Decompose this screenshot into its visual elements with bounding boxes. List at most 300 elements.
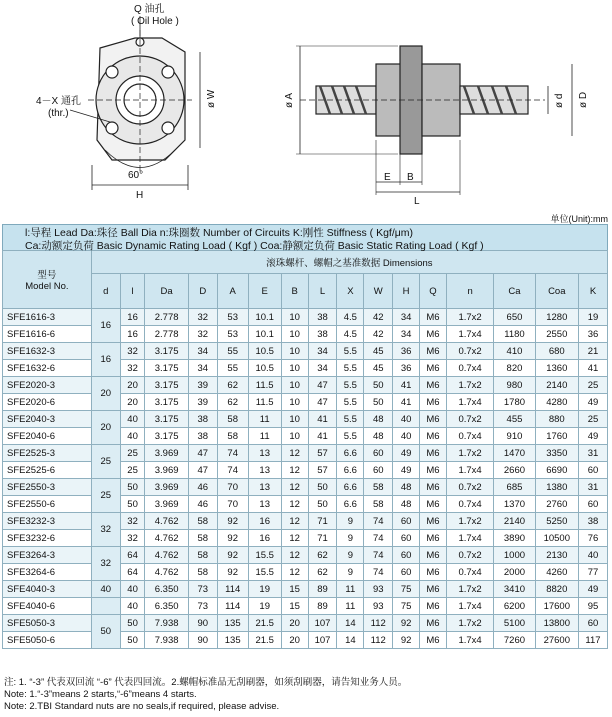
cell-l: 20 — [120, 377, 145, 394]
cell-b: 20 — [281, 632, 308, 649]
cell-q: M6 — [420, 360, 447, 377]
thru-hole-en-label: (thr.) — [48, 108, 69, 119]
oil-hole-label: Q 油孔 — [134, 4, 165, 15]
technical-drawings — [0, 0, 612, 210]
cell-w: 74 — [364, 513, 393, 530]
cell-d: 90 — [188, 632, 217, 649]
cell-l: 89 — [308, 581, 337, 598]
cell-d: 34 — [188, 360, 217, 377]
dim-h-label: H — [136, 190, 144, 201]
cell-l: 32 — [120, 530, 145, 547]
cell-ca: 1000 — [494, 547, 535, 564]
model-cell: SFE5050-6 — [3, 632, 92, 649]
cell-l: 34 — [308, 343, 337, 360]
cell-d: 73 — [188, 598, 217, 615]
cell-ca: 410 — [494, 343, 535, 360]
table-row — [3, 377, 608, 394]
column-header-d: d — [91, 274, 120, 309]
cell-da: 3.969 — [145, 462, 188, 479]
cell-coa: 10500 — [535, 530, 578, 547]
column-header-l: l — [120, 274, 145, 309]
dim-e-label: E — [384, 172, 391, 183]
note-cn: 注: 1. “-3” 代表双回流 “-6” 代表四回流。2.螺帽标准品无刮刷器，如须刮刷器，请告知业务人员。 — [4, 677, 408, 688]
cell-x: 5.5 — [337, 377, 364, 394]
cell-k: 25 — [578, 411, 607, 428]
model-cell: SFE3232-3 — [3, 513, 92, 530]
cell-k: 25 — [578, 377, 607, 394]
cell-e: 10.1 — [248, 326, 281, 343]
legend-line-2: Ca:动额定负荷 Basic Dynamic Rating Load ( Kgf ) Coa:静额定负荷 Basic Static Rating Load ( Kgf ) — [25, 240, 484, 252]
cell-a: 135 — [217, 615, 248, 632]
cell-l: 62 — [308, 547, 337, 564]
cell-coa: 27600 — [535, 632, 578, 649]
cell-h: 75 — [393, 581, 420, 598]
cell-n: 0.7x2 — [446, 411, 493, 428]
cell-k: 60 — [578, 462, 607, 479]
cell-da: 3.175 — [145, 377, 188, 394]
cell-b: 12 — [281, 462, 308, 479]
model-cell: SFE1632-6 — [3, 360, 92, 377]
dim-big-d-label: ø D — [578, 91, 589, 108]
cell-w: 42 — [364, 309, 393, 326]
cell-ca: 7260 — [494, 632, 535, 649]
cell-d: 73 — [188, 581, 217, 598]
cell-da: 3.175 — [145, 360, 188, 377]
cell-ca: 6200 — [494, 598, 535, 615]
cell-n: 0.7x4 — [446, 428, 493, 445]
cell-h: 92 — [393, 615, 420, 632]
cell-l: 41 — [308, 428, 337, 445]
cell-q: M6 — [420, 496, 447, 513]
cell-coa: 2550 — [535, 326, 578, 343]
cell-l: 57 — [308, 462, 337, 479]
cell-k: 49 — [578, 394, 607, 411]
cell-coa: 17600 — [535, 598, 578, 615]
cell-ca: 2140 — [494, 513, 535, 530]
cell-a: 135 — [217, 632, 248, 649]
cell-e: 11 — [248, 411, 281, 428]
notes — [4, 677, 608, 713]
table-row — [3, 445, 608, 462]
model-cell: SFE2550-6 — [3, 496, 92, 513]
legend-line-1: l:导程 Lead Da:珠径 Ball Dia n:珠圈数 Number of Circuits K:刚性 Stiffness ( Kgf/μm) — [25, 227, 414, 239]
cell-a: 92 — [217, 530, 248, 547]
cell-n: 0.7x2 — [446, 547, 493, 564]
cell-d: 47 — [188, 462, 217, 479]
table-row — [3, 309, 608, 326]
cell-w: 42 — [364, 326, 393, 343]
cell-k: 60 — [578, 496, 607, 513]
model-cell: SFE2020-3 — [3, 377, 92, 394]
cell-x: 9 — [337, 513, 364, 530]
column-header-w: W — [364, 274, 393, 309]
cell-q: M6 — [420, 564, 447, 581]
cell-d: 58 — [188, 530, 217, 547]
cell-n: 1.7x4 — [446, 632, 493, 649]
cell-k: 95 — [578, 598, 607, 615]
cell-h: 40 — [393, 428, 420, 445]
cell-l: 89 — [308, 598, 337, 615]
cell-l: 25 — [120, 462, 145, 479]
model-cell: SFE1616-3 — [3, 309, 92, 326]
column-header-coa: Coa — [535, 274, 578, 309]
cell-ca: 5100 — [494, 615, 535, 632]
dimensions-header: 滚珠螺杆、螺帽之基准数据 Dimensions — [91, 251, 607, 274]
cell-l: 25 — [120, 445, 145, 462]
cell-w: 112 — [364, 615, 393, 632]
cell-q: M6 — [420, 411, 447, 428]
cell-b: 10 — [281, 411, 308, 428]
shaft-diameter-cell: 16 — [91, 309, 120, 343]
cell-ca: 3890 — [494, 530, 535, 547]
cell-b: 10 — [281, 309, 308, 326]
cell-coa: 8820 — [535, 581, 578, 598]
cell-q: M6 — [420, 479, 447, 496]
cell-h: 48 — [393, 479, 420, 496]
cell-b: 12 — [281, 547, 308, 564]
cell-q: M6 — [420, 632, 447, 649]
cell-h: 75 — [393, 598, 420, 615]
cell-q: M6 — [420, 445, 447, 462]
model-cell: SFE4040-6 — [3, 598, 92, 615]
cell-e: 13 — [248, 479, 281, 496]
cell-l: 47 — [308, 377, 337, 394]
cell-ca: 910 — [494, 428, 535, 445]
cell-l: 32 — [120, 513, 145, 530]
cell-x: 9 — [337, 530, 364, 547]
cell-e: 13 — [248, 462, 281, 479]
cell-l: 38 — [308, 309, 337, 326]
cell-e: 10.5 — [248, 343, 281, 360]
model-header — [3, 251, 92, 309]
cell-ca: 980 — [494, 377, 535, 394]
cell-d: 34 — [188, 343, 217, 360]
cell-n: 1.7x2 — [446, 309, 493, 326]
cell-ca: 455 — [494, 411, 535, 428]
cell-q: M6 — [420, 309, 447, 326]
cell-x: 5.5 — [337, 411, 364, 428]
cell-b: 12 — [281, 564, 308, 581]
cell-h: 92 — [393, 632, 420, 649]
cell-coa: 4280 — [535, 394, 578, 411]
cell-ca: 1780 — [494, 394, 535, 411]
column-header-x: X — [337, 274, 364, 309]
cell-da: 4.762 — [145, 547, 188, 564]
cell-coa: 2140 — [535, 377, 578, 394]
cell-h: 60 — [393, 513, 420, 530]
cell-l: 57 — [308, 445, 337, 462]
cell-w: 48 — [364, 428, 393, 445]
cell-q: M6 — [420, 326, 447, 343]
cell-h: 60 — [393, 530, 420, 547]
table-row — [3, 547, 608, 564]
cell-h: 60 — [393, 547, 420, 564]
cell-coa: 1380 — [535, 479, 578, 496]
cell-d: 39 — [188, 377, 217, 394]
cell-a: 53 — [217, 326, 248, 343]
cell-q: M6 — [420, 598, 447, 615]
cell-w: 58 — [364, 479, 393, 496]
column-header-q: Q — [420, 274, 447, 309]
cell-da: 4.762 — [145, 564, 188, 581]
cell-n: 1.7x4 — [446, 326, 493, 343]
cell-k: 40 — [578, 547, 607, 564]
cell-d: 58 — [188, 513, 217, 530]
cell-e: 15.5 — [248, 547, 281, 564]
shaft-diameter-cell: 20 — [91, 377, 120, 411]
spec-table — [2, 250, 608, 649]
shaft-diameter-cell: 25 — [91, 445, 120, 479]
cell-a: 114 — [217, 581, 248, 598]
cell-h: 34 — [393, 309, 420, 326]
cell-a: 70 — [217, 479, 248, 496]
cell-l: 64 — [120, 564, 145, 581]
dim-b-label: B — [407, 172, 414, 183]
cell-b: 20 — [281, 615, 308, 632]
shaft-diameter-cell: 25 — [91, 479, 120, 513]
cell-l: 50 — [120, 479, 145, 496]
cell-d: 38 — [188, 411, 217, 428]
cell-a: 92 — [217, 564, 248, 581]
cell-e: 10.1 — [248, 309, 281, 326]
model-cell: SFE5050-3 — [3, 615, 92, 632]
cell-x: 9 — [337, 547, 364, 564]
cell-k: 41 — [578, 360, 607, 377]
cell-e: 21.5 — [248, 615, 281, 632]
cell-h: 48 — [393, 496, 420, 513]
cell-k: 36 — [578, 326, 607, 343]
dim-d-label: ø d — [554, 93, 565, 108]
model-cell: SFE2040-3 — [3, 411, 92, 428]
cell-x: 5.5 — [337, 343, 364, 360]
dim-w-label: ø W — [206, 89, 217, 108]
model-cell: SFE1632-3 — [3, 343, 92, 360]
cell-k: 117 — [578, 632, 607, 649]
column-header-d: D — [188, 274, 217, 309]
cell-q: M6 — [420, 394, 447, 411]
cell-a: 114 — [217, 598, 248, 615]
thru-hole-label: 4－X 通孔 — [36, 96, 82, 107]
oil-hole-en-label: ( Oil Hole ) — [131, 16, 179, 27]
model-header-en: Model No. — [25, 281, 69, 292]
cell-l: 34 — [308, 360, 337, 377]
cell-a: 53 — [217, 309, 248, 326]
cell-a: 92 — [217, 513, 248, 530]
table-row — [3, 411, 608, 428]
cell-e: 15.5 — [248, 564, 281, 581]
cell-da: 2.778 — [145, 309, 188, 326]
cell-n: 0.7x4 — [446, 564, 493, 581]
cell-x: 11 — [337, 581, 364, 598]
cell-da: 3.969 — [145, 496, 188, 513]
cell-b: 15 — [281, 598, 308, 615]
column-header-h: H — [393, 274, 420, 309]
dim-l-label: L — [414, 196, 420, 207]
cell-e: 13 — [248, 445, 281, 462]
column-header-e: E — [248, 274, 281, 309]
cell-b: 15 — [281, 581, 308, 598]
dim-a-label: ø A — [284, 92, 295, 108]
cell-d: 58 — [188, 564, 217, 581]
cell-coa: 1360 — [535, 360, 578, 377]
model-cell: SFE2040-6 — [3, 428, 92, 445]
cell-k: 60 — [578, 615, 607, 632]
column-header-a: A — [217, 274, 248, 309]
cell-a: 58 — [217, 428, 248, 445]
cell-e: 16 — [248, 513, 281, 530]
spec-table-body — [3, 309, 608, 649]
cell-x: 14 — [337, 615, 364, 632]
shaft-diameter-cell: 32 — [91, 513, 120, 547]
cell-w: 60 — [364, 445, 393, 462]
cell-n: 1.7x4 — [446, 394, 493, 411]
cell-ca: 2660 — [494, 462, 535, 479]
model-cell: SFE3232-6 — [3, 530, 92, 547]
cell-d: 58 — [188, 547, 217, 564]
cell-a: 62 — [217, 394, 248, 411]
cell-n: 1.7x2 — [446, 445, 493, 462]
shaft-diameter-cell: 16 — [91, 343, 120, 377]
cell-x: 5.5 — [337, 428, 364, 445]
cell-n: 1.7x2 — [446, 615, 493, 632]
cell-e: 11.5 — [248, 394, 281, 411]
unit-label: 单位(Unit):mm — [550, 214, 608, 224]
cell-coa: 1760 — [535, 428, 578, 445]
shaft-diameter-cell: 32 — [91, 547, 120, 581]
cell-n: 1.7x4 — [446, 530, 493, 547]
model-cell: SFE2525-6 — [3, 462, 92, 479]
cell-d: 32 — [188, 309, 217, 326]
cell-b: 10 — [281, 360, 308, 377]
cell-l: 107 — [308, 615, 337, 632]
cell-h: 60 — [393, 564, 420, 581]
cell-h: 36 — [393, 360, 420, 377]
cell-a: 74 — [217, 445, 248, 462]
cell-ca: 2000 — [494, 564, 535, 581]
cell-da: 7.938 — [145, 615, 188, 632]
cell-q: M6 — [420, 615, 447, 632]
table-row — [3, 343, 608, 360]
side-view-drawing — [296, 46, 572, 195]
cell-q: M6 — [420, 428, 447, 445]
cell-h: 41 — [393, 377, 420, 394]
cell-b: 12 — [281, 513, 308, 530]
cell-coa: 6690 — [535, 462, 578, 479]
model-cell: SFE2020-6 — [3, 394, 92, 411]
cell-w: 50 — [364, 377, 393, 394]
cell-da: 3.175 — [145, 394, 188, 411]
model-cell: SFE1616-6 — [3, 326, 92, 343]
cell-e: 19 — [248, 598, 281, 615]
model-cell: SFE2525-3 — [3, 445, 92, 462]
cell-l: 50 — [120, 632, 145, 649]
cell-x: 4.5 — [337, 309, 364, 326]
cell-d: 47 — [188, 445, 217, 462]
cell-da: 3.175 — [145, 343, 188, 360]
cell-b: 12 — [281, 530, 308, 547]
cell-l: 50 — [308, 479, 337, 496]
cell-l: 107 — [308, 632, 337, 649]
spec-table-wrapper — [2, 224, 608, 649]
cell-w: 93 — [364, 581, 393, 598]
cell-b: 10 — [281, 394, 308, 411]
model-cell: SFE4040-3 — [3, 581, 92, 598]
front-view-drawing — [70, 16, 200, 190]
cell-b: 12 — [281, 445, 308, 462]
cell-a: 62 — [217, 377, 248, 394]
cell-ca: 1470 — [494, 445, 535, 462]
cell-e: 13 — [248, 496, 281, 513]
note-1: Note: 1.“-3”means 2 starts,“-6”means 4 starts. — [4, 689, 197, 700]
model-cell: SFE3264-3 — [3, 547, 92, 564]
model-header-cn: 型号 — [37, 270, 57, 281]
cell-x: 6.6 — [337, 496, 364, 513]
cell-e: 19 — [248, 581, 281, 598]
cell-a: 74 — [217, 462, 248, 479]
cell-k: 77 — [578, 564, 607, 581]
cell-ca: 3410 — [494, 581, 535, 598]
cell-a: 70 — [217, 496, 248, 513]
cell-ca: 1180 — [494, 326, 535, 343]
cell-l: 71 — [308, 530, 337, 547]
cell-coa: 4260 — [535, 564, 578, 581]
cell-l: 40 — [120, 411, 145, 428]
cell-h: 49 — [393, 445, 420, 462]
column-header-k: K — [578, 274, 607, 309]
cell-n: 1.7x2 — [446, 581, 493, 598]
table-row — [3, 615, 608, 632]
angle-label: 60° — [128, 170, 144, 181]
shaft-diameter-cell: 50 — [91, 615, 120, 649]
cell-l: 32 — [120, 343, 145, 360]
cell-q: M6 — [420, 581, 447, 598]
cell-h: 41 — [393, 394, 420, 411]
cell-w: 112 — [364, 632, 393, 649]
cell-q: M6 — [420, 462, 447, 479]
cell-l: 40 — [120, 581, 145, 598]
cell-w: 60 — [364, 462, 393, 479]
cell-k: 76 — [578, 530, 607, 547]
cell-coa: 2760 — [535, 496, 578, 513]
cell-n: 0.7x2 — [446, 343, 493, 360]
column-header-b: B — [281, 274, 308, 309]
cell-coa: 2130 — [535, 547, 578, 564]
cell-l: 62 — [308, 564, 337, 581]
cell-w: 74 — [364, 564, 393, 581]
cell-w: 50 — [364, 394, 393, 411]
cell-ca: 685 — [494, 479, 535, 496]
cell-a: 92 — [217, 547, 248, 564]
cell-l: 38 — [308, 326, 337, 343]
cell-l: 40 — [120, 598, 145, 615]
column-header-l: L — [308, 274, 337, 309]
cell-coa: 880 — [535, 411, 578, 428]
cell-k: 31 — [578, 445, 607, 462]
cell-x: 5.5 — [337, 360, 364, 377]
cell-e: 11 — [248, 428, 281, 445]
cell-l: 71 — [308, 513, 337, 530]
cell-k: 19 — [578, 309, 607, 326]
cell-da: 7.938 — [145, 632, 188, 649]
cell-n: 0.7x4 — [446, 496, 493, 513]
cell-b: 12 — [281, 479, 308, 496]
cell-a: 55 — [217, 360, 248, 377]
cell-da: 2.778 — [145, 326, 188, 343]
shaft-diameter-cell: 40 — [91, 581, 120, 598]
cell-n: 1.7x2 — [446, 377, 493, 394]
cell-coa: 1280 — [535, 309, 578, 326]
cell-ca: 820 — [494, 360, 535, 377]
